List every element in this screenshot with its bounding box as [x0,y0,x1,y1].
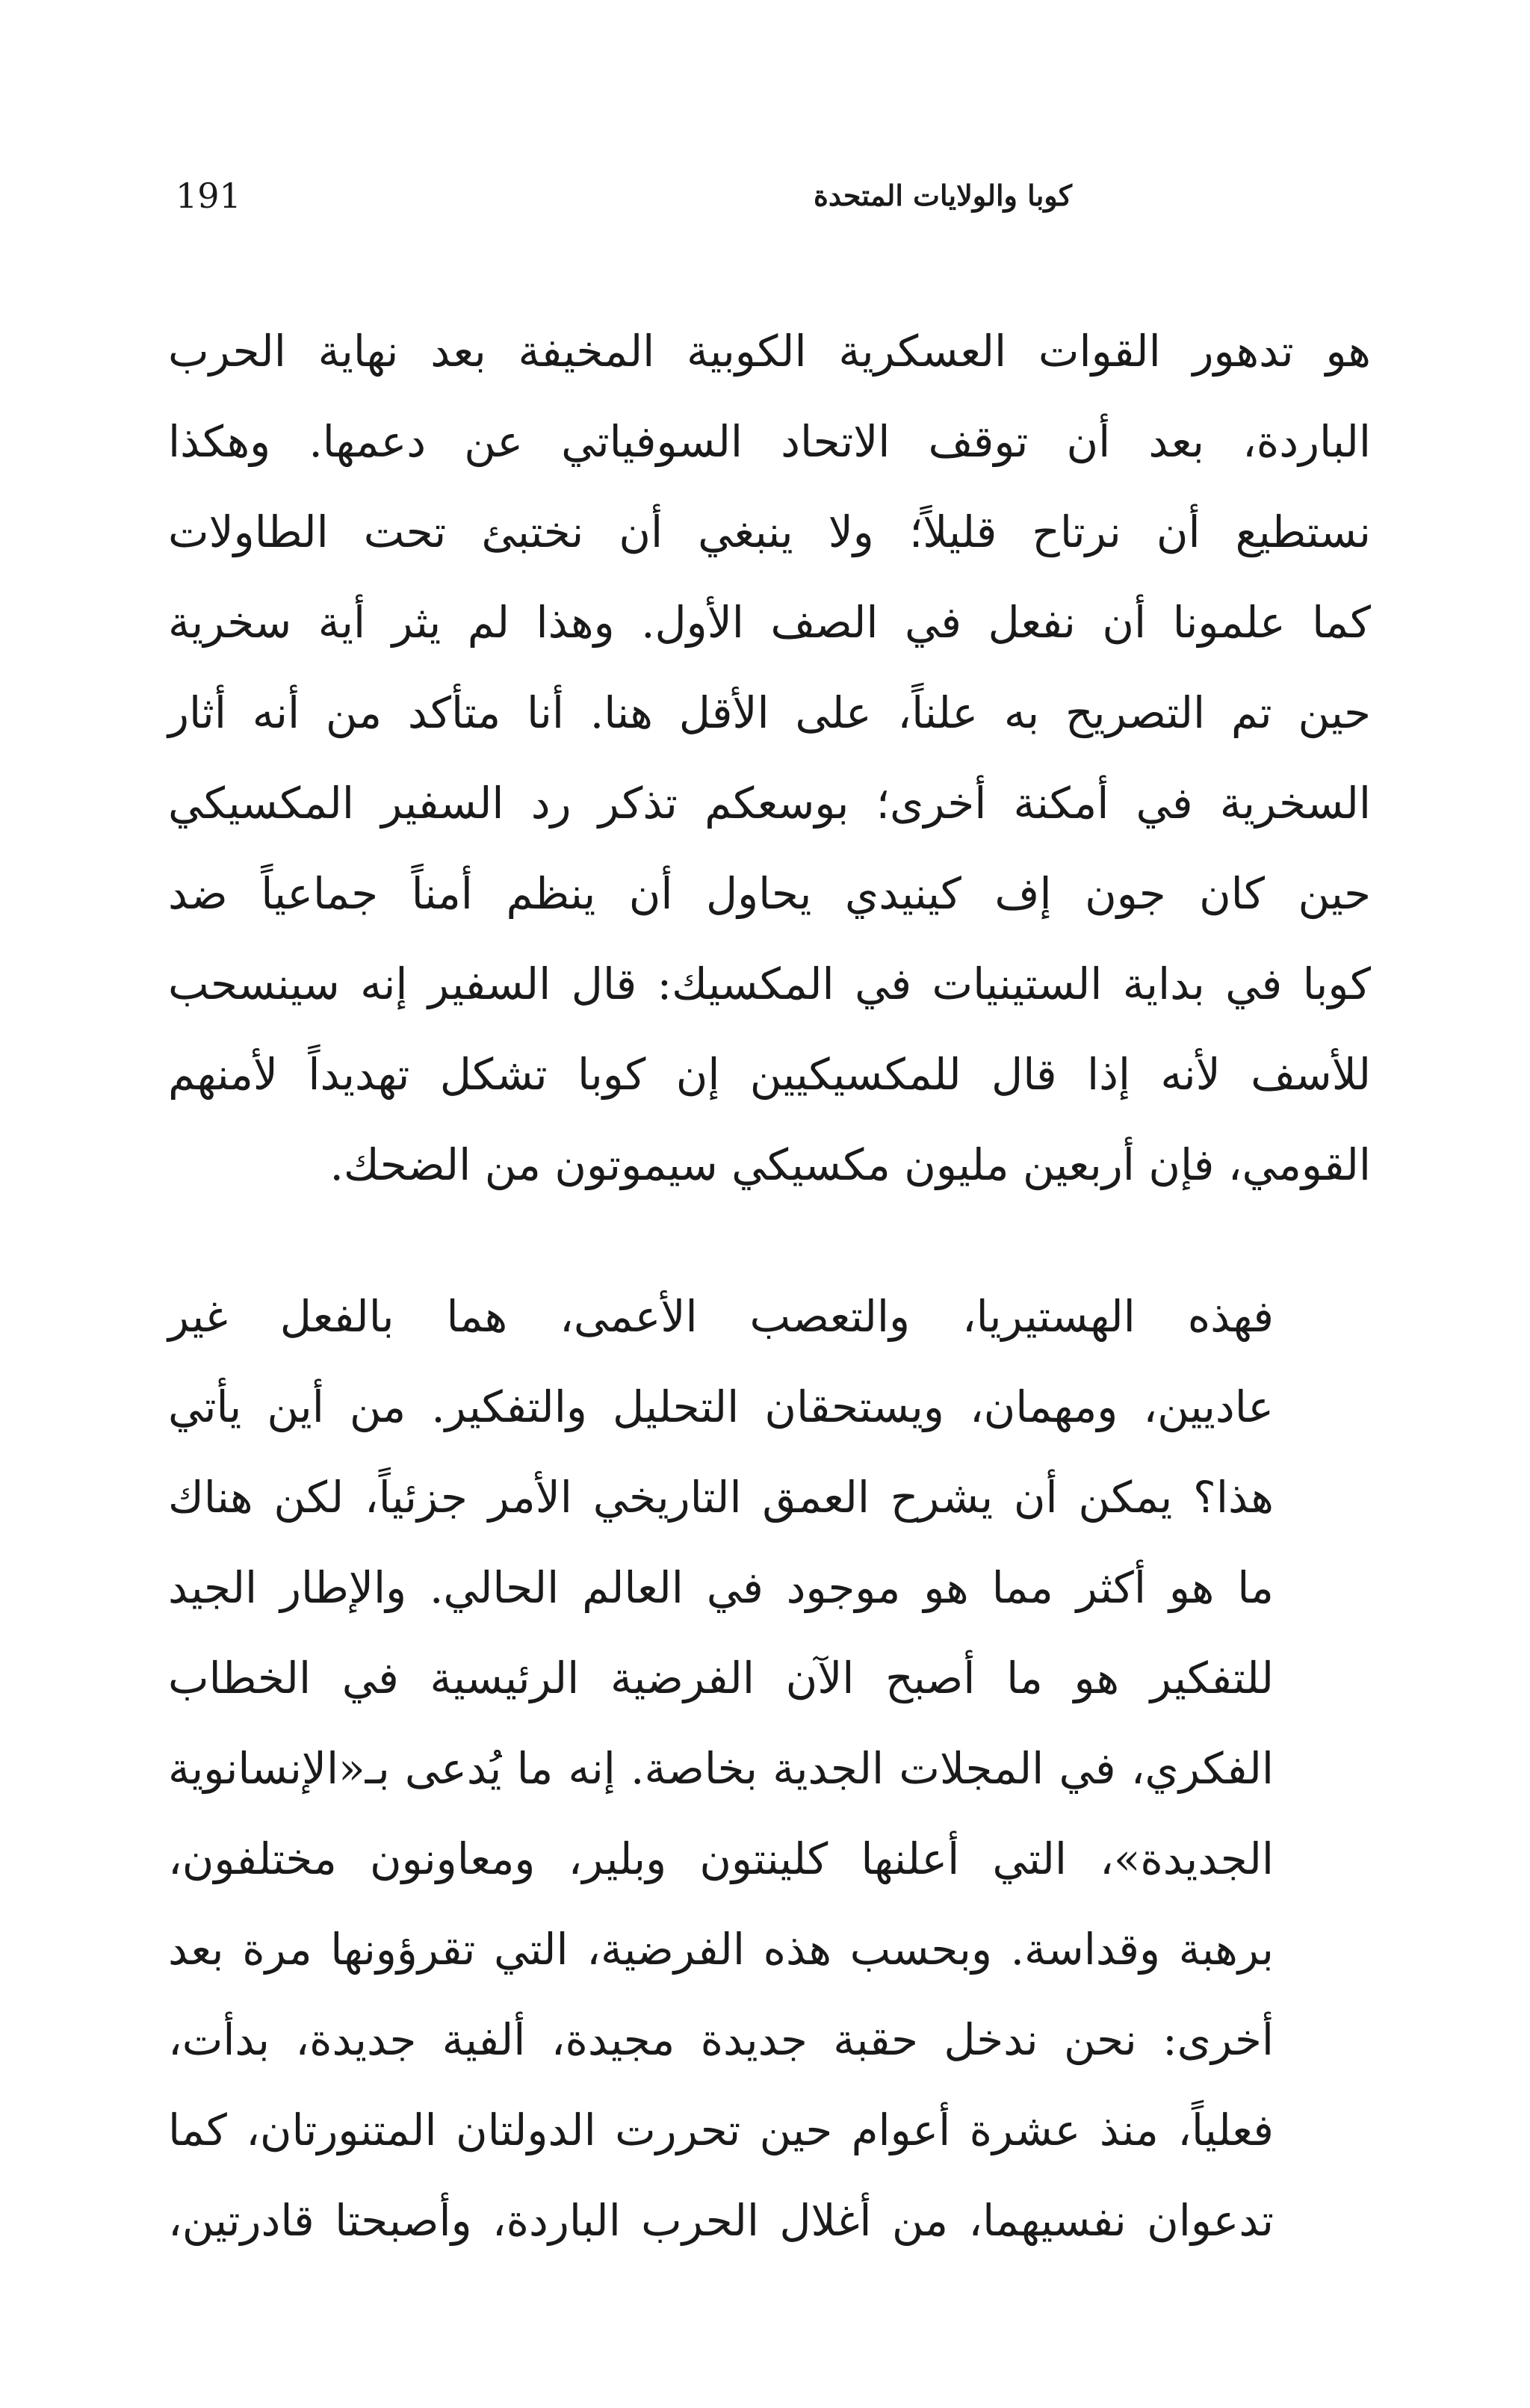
text-line: الجديدة»، التي أعلنها كلينتون وبلير، ومعاونون مختلفون، [168,1833,1274,1884]
text-line: عاديين، ومهمان، ويستحقان التحليل والتفكير. من أين يأتي [168,1381,1274,1432]
running-title: كوبا والولايات المتحدة [813,179,1072,212]
text-line: للأسف لأنه إذا قال للمكسيكيين إن كوبا تشكل تهديداً لأمنهم [168,1049,1371,1100]
text-line: تدعوان نفسيهما، من أغلال الحرب الباردة، وأصبحتا قادرتين، [168,2195,1274,2246]
text-line: فعلياً، منذ عشرة أعوام حين تحررت الدولتان المتنورتان، كما [168,2105,1274,2155]
text-line: كوبا في بداية الستينيات في المكسيك: قال السفير إنه سينسحب [168,959,1371,1009]
text-line: حين كان جون إف كينيدي يحاول أن ينظم أمناً جماعياً ضد [168,868,1371,919]
body-text [168,306,1371,2266]
text-line: أخرى: نحن ندخل حقبة جديدة مجيدة، ألفية جديدة، بدأت، [168,2014,1274,2065]
text-line: الباردة، بعد أن توقف الاتحاد السوفياتي عن دعمها. وهكذا [168,416,1371,467]
text-line: السخرية في أمكنة أخرى؛ بوسعكم تذكر رد السفير المكسيكي [168,778,1371,829]
text-line: هو تدهور القوات العسكرية الكوبية المخيفة بعد نهاية الحرب [168,326,1371,377]
paragraph-2 [168,1272,1371,2266]
text-line: نستطيع أن نرتاح قليلاً؛ ولا ينبغي أن نختبئ تحت الطاولات [168,507,1371,557]
text-line: الفكري، في المجلات الجدية بخاصة. إنه ما يُدعى بـ«الإنسانوية [168,1743,1274,1794]
running-head [168,166,1371,226]
paragraph-1 [168,306,1371,1210]
text-line: هذا؟ يمكن أن يشرح العمق التاريخي الأمر جزئياً، لكن هناك [168,1472,1274,1523]
text-line: القومي، فإن أربعين مليون مكسيكي سيموتون من الضحك. [329,1139,1371,1190]
text-line: كما علمونا أن نفعل في الصف الأول. وهذا لم يثر أية سخرية [168,597,1371,648]
page-number: 191 [176,176,241,216]
text-line: برهبة وقداسة. وبحسب هذه الفرضية، التي تقرؤونها مرة بعد [168,1924,1274,1975]
text-line: ما هو أكثر مما هو موجود في العالم الحالي. والإطار الجيد [168,1562,1274,1613]
text-line: للتفكير هو ما أصبح الآن الفرضية الرئيسية في الخطاب [168,1653,1274,1703]
text-line: فهذه الهستيريا، والتعصب الأعمى، هما بالفعل غير [168,1291,1274,1342]
text-line: حين تم التصريح به علناً، على الأقل هنا. أنا متأكد من أنه أثار [168,687,1371,738]
